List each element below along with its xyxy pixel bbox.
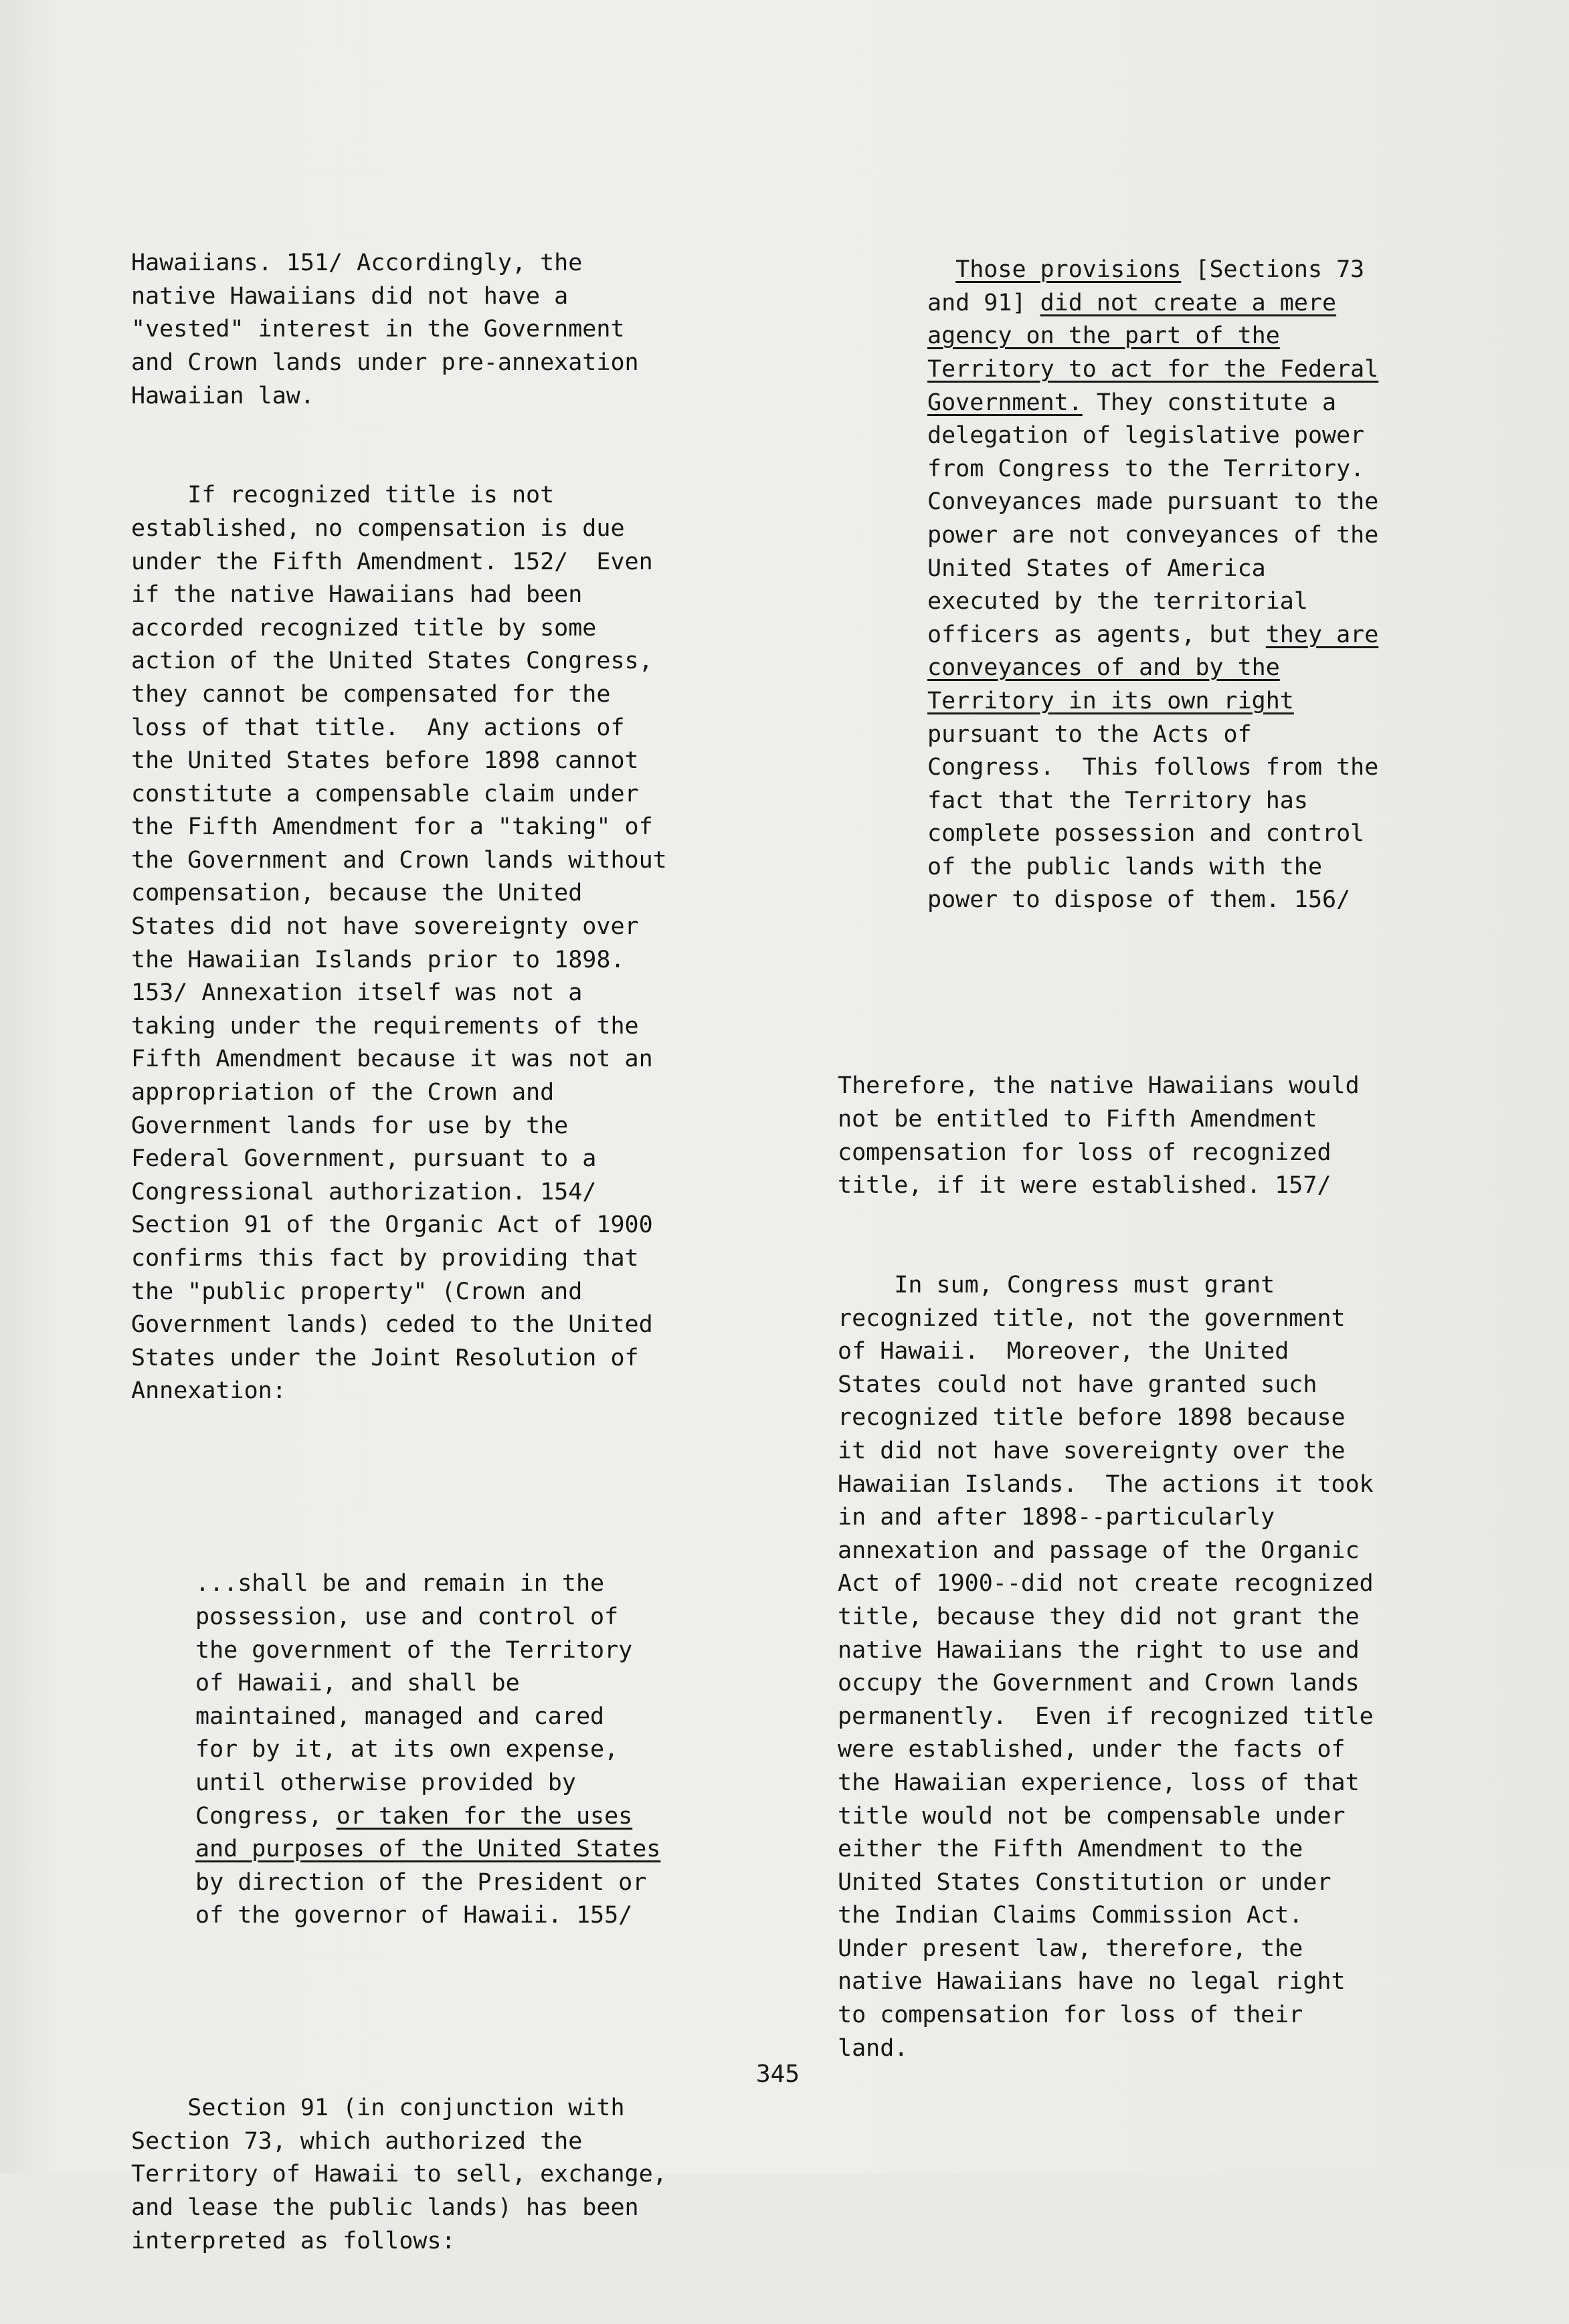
text-line: pursuant to the Acts of [927, 720, 1252, 748]
text-line: of Hawaii, and shall be [195, 1670, 520, 1697]
right-paragraph-1 [838, 1070, 1480, 1202]
left-paragraph-2 [131, 479, 780, 1408]
text-line: until otherwise provided by [195, 1769, 576, 1796]
text-line: States under the Joint Resolution of [131, 1344, 639, 1371]
text-line: for by it, at its own expense, [195, 1736, 619, 1763]
text-line: Section 73, which authorized the [131, 2127, 583, 2155]
text-line: United States of America [927, 555, 1266, 582]
text-line: annexation and passage of the Organic [838, 1537, 1360, 1564]
text-line: and Crown lands under pre-annexation [131, 349, 639, 376]
text-line: and 91] did not create a mere [927, 289, 1337, 316]
text-line: Territory to act for the Federal [927, 355, 1379, 383]
text-line: officers as agents, but they are [927, 621, 1379, 648]
text-line: title, if it were established. 157/ [838, 1172, 1331, 1199]
text-line: the Indian Claims Commission Act. [838, 1902, 1303, 1929]
text-line: conveyances of and by the [927, 654, 1280, 682]
left-column [131, 181, 780, 2324]
text-line: Congressional authorization. 154/ [131, 1178, 597, 1205]
text-line: Hawaiian Islands. The actions it took [838, 1470, 1374, 1498]
text-line: Government. They constitute a [927, 389, 1337, 416]
text-line: Hawaiian law. [131, 382, 314, 409]
text-line: Annexation: [131, 1377, 286, 1405]
text-line: accorded recognized title by some [131, 614, 597, 642]
text-line: Government lands) ceded to the United [131, 1311, 653, 1339]
text-line: "vested" interest in the Government [131, 316, 625, 343]
text-line: they cannot be compensated for the [131, 680, 611, 708]
text-line: title would not be compensable under [838, 1802, 1346, 1830]
text-line: Therefore, the native Hawaiians would [838, 1072, 1360, 1100]
text-line: agency on the part of the [927, 322, 1280, 350]
text-line: in and after 1898--particularly [838, 1504, 1275, 1531]
text-line: compensation for loss of recognized [838, 1139, 1331, 1166]
text-line: Fifth Amendment because it was not an [131, 1046, 653, 1073]
left-paragraph-1 [131, 247, 780, 413]
text-line: under the Fifth Amendment. 152/ Even [131, 548, 653, 575]
text-line: Act of 1900--did not create recognized [838, 1570, 1374, 1597]
text-line: the Hawaiian Islands prior to 1898. [131, 946, 625, 973]
text-line: Hawaiians. 151/ Accordingly, the [131, 250, 583, 277]
text-line: to compensation for loss of their [838, 2002, 1303, 2029]
text-line: Under present law, therefore, the [838, 1935, 1303, 1962]
text-line: from Congress to the Territory. [927, 455, 1365, 482]
text-line: action of the United States Congress, [131, 648, 653, 675]
text-line: the government of the Territory [195, 1636, 633, 1664]
text-line: by direction of the President or [195, 1868, 647, 1896]
left-paragraph-3 [131, 2092, 780, 2258]
text-line: States did not have sovereignty over [131, 913, 639, 941]
left-block-quote [131, 1567, 780, 1933]
text-line: land. [838, 2034, 909, 2062]
right-block-quote [838, 254, 1480, 917]
text-line: executed by the territorial [927, 588, 1308, 615]
right-paragraph-2 [838, 1269, 1480, 2065]
right-column [838, 187, 1480, 2131]
text-line: If recognized title is not [131, 482, 555, 509]
text-line: if the native Hawaiians had been [131, 581, 583, 609]
text-line: 153/ Annexation itself was not a [131, 979, 583, 1007]
text-line: complete possession and control [927, 820, 1365, 848]
text-line: the Fifth Amendment for a "taking" of [131, 813, 653, 841]
text-line: constitute a compensable claim under [131, 780, 639, 807]
text-line: loss of that title. Any actions of [131, 714, 625, 741]
text-line: interpreted as follows: [131, 2227, 456, 2254]
text-line: permanently. Even if recognized title [838, 1703, 1374, 1730]
text-line: States could not have granted such [838, 1371, 1317, 1398]
text-line: Congress, or taken for the uses [195, 1802, 633, 1830]
text-line: and lease the public lands) has been [131, 2194, 639, 2222]
text-line: the Hawaiian experience, loss of that [838, 1769, 1360, 1796]
text-line: occupy the Government and Crown lands [838, 1670, 1360, 1697]
text-line: of Hawaii. Moreover, the United [838, 1338, 1289, 1365]
text-line: ...shall be and remain in the [195, 1570, 605, 1597]
text-line: native Hawaiians the right to use and [838, 1636, 1360, 1664]
text-line: the Government and Crown lands without [131, 846, 667, 874]
text-line: established, no compensation is due [131, 514, 625, 542]
text-line: Conveyances made pursuant to the [927, 488, 1379, 516]
text-line: taking under the requirements of the [131, 1012, 639, 1040]
text-line: Territory of Hawaii to sell, exchange, [131, 2161, 667, 2188]
text-line: not be entitled to Fifth Amendment [838, 1106, 1317, 1133]
text-line: and purposes of the United States [195, 1836, 661, 1863]
text-line: Section 91 of the Organic Act of 1900 [131, 1212, 653, 1239]
text-line: Those provisions [Sections 73 [955, 256, 1365, 284]
text-line: In sum, Congress must grant [838, 1272, 1275, 1298]
text-line: native Hawaiians have no legal right [838, 1968, 1346, 1996]
text-line: native Hawaiians did not have a [131, 282, 569, 310]
text-line: title, because they did not grant the [838, 1603, 1360, 1630]
text-line: Section 91 (in conjunction with [131, 2095, 625, 2122]
text-line: United States Constitution or under [838, 1868, 1331, 1896]
text-line: power are not conveyances of the [927, 521, 1379, 549]
text-line: were established, under the facts of [838, 1736, 1346, 1763]
text-line: maintained, managed and cared [195, 1703, 605, 1730]
text-line: Government lands for use by the [131, 1112, 569, 1139]
text-line: Congress. This follows from the [927, 754, 1379, 781]
text-line: the United States before 1898 cannot [131, 747, 639, 775]
text-line: compensation, because the United [131, 880, 583, 907]
text-line: Federal Government, pursuant to a [131, 1145, 597, 1173]
text-line: fact that the Territory has [927, 787, 1308, 814]
text-line: of the public lands with the [927, 853, 1323, 880]
text-line: Territory in its own right [927, 687, 1294, 714]
text-line: of the governor of Hawaii. 155/ [195, 1902, 633, 1929]
text-line: either the Fifth Amendment to the [838, 1836, 1303, 1863]
page-number: 345 [756, 2060, 800, 2088]
text-line: appropriation of the Crown and [131, 1079, 555, 1106]
text-line: confirms this fact by providing that [131, 1245, 639, 1272]
text-line: delegation of legislative power [927, 422, 1365, 450]
text-line: recognized title before 1898 because [838, 1404, 1346, 1432]
text-line: power to dispose of them. 156/ [927, 886, 1351, 914]
text-line: it did not have sovereignty over the [838, 1437, 1346, 1464]
text-line: the "public property" (Crown and [131, 1278, 583, 1305]
text-line: recognized title, not the government [838, 1304, 1346, 1332]
text-line: possession, use and control of [195, 1603, 619, 1630]
